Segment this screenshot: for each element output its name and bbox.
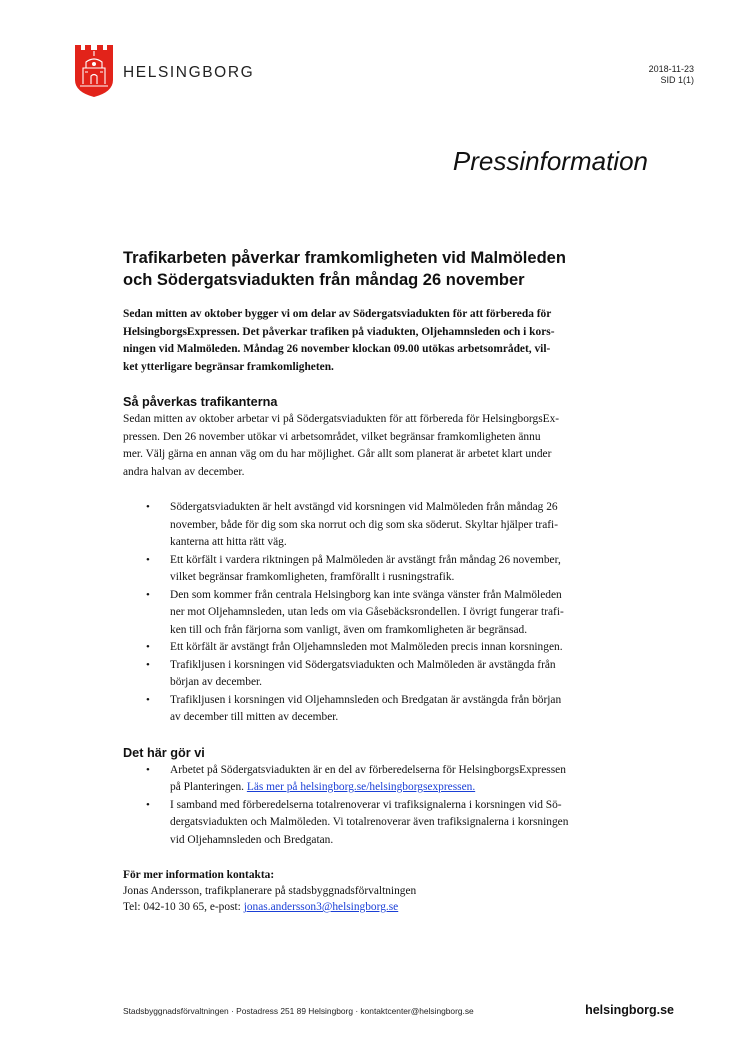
- list-item-line: dergatsviadukten och Malmöleden. Vi totalrenoverar även trafiksignalerna i korsningen: [170, 816, 569, 828]
- list-item-line: november, både för dig som ska norrut och dig som ska söderut. Skyltar hjälper trafi-: [170, 518, 558, 531]
- page-number: SID 1(1): [660, 75, 694, 85]
- expressen-info-link[interactable]: Läs mer på helsingborg.se/helsingborgsexpressen.: [246, 781, 476, 793]
- section-heading-traffic: Så påverkas trafikanterna: [123, 395, 278, 409]
- list-item-line: av december till mitten av december.: [170, 711, 339, 723]
- contact-phone: Tel: 042-10 30 65, e-post:: [123, 901, 244, 913]
- list-item-line: Södergatsviadukten är helt avstängd vid korsningen vid Malmöleden från måndag 26: [170, 501, 558, 513]
- contact-person: Jonas Andersson, trafikplanerare på stadsbyggnadsförvaltningen: [123, 885, 417, 897]
- section-paragraph: [123, 411, 643, 481]
- list-item-line: början av december.: [170, 676, 263, 688]
- list-item-line: kanterna att hitta rätt väg.: [170, 536, 287, 548]
- list-item-line: ken till och från färjorna som vanligt, även om framkomligheten är begränsad.: [170, 623, 528, 636]
- lead-line: Sedan mitten av oktober bygger vi om delar av Södergatsviadukten för att förbereda för: [123, 308, 552, 320]
- work-list: [123, 762, 643, 850]
- footer-website[interactable]: helsingborg.se: [585, 1003, 674, 1017]
- headline: [123, 247, 643, 291]
- traffic-impact-list: [123, 499, 643, 727]
- list-item: [170, 762, 643, 797]
- footer-address: Stadsbyggnadsförvaltningen · Postadress 251 89 Helsingborg · kontaktcenter@helsingborg.se: [123, 1006, 474, 1016]
- list-item-line: ner mot Oljehamnsleden, utan leds om via Gåsebäcksrondellen. I övrigt fungerar trafi-: [170, 606, 564, 618]
- document-date: 2018-11-23: [648, 64, 694, 74]
- body-line: Sedan mitten av oktober arbetar vi på Södergatsviadukten för att förbereda för HelsingborgsEx-: [123, 413, 560, 425]
- list-item: [170, 639, 643, 657]
- list-item-line: på Planteringen.: [170, 781, 247, 793]
- document-type: Pressinformation: [452, 146, 648, 176]
- body-line: mer. Välj gärna en annan väg om du har möjlighet. Går allt som planerat är arbetet klart under: [123, 448, 552, 460]
- list-item: [170, 797, 643, 850]
- list-item: [170, 552, 643, 587]
- list-item-line: I samband med förberedelserna totalrenoverar vi trafiksignalerna i korsningen vid Sö-: [170, 798, 562, 811]
- lead-paragraph: [123, 306, 643, 376]
- list-item-line: Arbetet på Södergatsviadukten är en del av förberedelserna för HelsingborgsExpressen: [170, 763, 566, 776]
- list-item: [170, 587, 643, 640]
- list-item-line: Trafikljusen i korsningen vid Södergatsviadukten och Malmöleden är avstängda från: [170, 658, 556, 671]
- list-item: [170, 657, 643, 692]
- list-item-line: Ett körfält är avstängt från Oljehamnsleden mot Malmöleden precis innan korsningen.: [170, 641, 563, 653]
- list-item-line: Trafikljusen i korsningen vid Oljehamnsleden och Bredgatan är avstängda från början: [170, 693, 562, 706]
- contact-email-link[interactable]: jonas.andersson3@helsingborg.se: [243, 901, 399, 913]
- list-item-line: Den som kommer från centrala Helsingborg kan inte svänga vänster från Malmöleden: [170, 588, 562, 601]
- brand-name: HELSINGBORG: [123, 64, 255, 81]
- headline-line: Trafikarbeten påverkar framkomligheten vid Malmöleden: [123, 249, 566, 267]
- body-line: pressen. Den 26 november utökar vi arbetsområdet, vilket begränsar framkomligheten ännu: [123, 430, 541, 443]
- lead-line: ket ytterligare begränsar framkomligheten.: [123, 360, 334, 373]
- headline-line: och Södergatsviadukten från måndag 26 november: [123, 271, 525, 289]
- list-item: [170, 499, 643, 552]
- press-release-body: [123, 247, 643, 915]
- list-item-line: Ett körfält i vardera riktningen på Malmöleden är avstängt från måndag 26 november,: [170, 553, 561, 566]
- list-item-line: vilket begränsar framkomligheten, framförallt i rusningstrafik.: [170, 571, 455, 583]
- section-heading-work: Det här gör vi: [123, 745, 205, 760]
- lead-line: HelsingborgsExpressen. Det påverkar trafiken på viadukten, Oljehamnsleden och i kors-: [123, 325, 555, 338]
- city-crest-icon: [74, 44, 114, 98]
- list-item: [170, 692, 643, 727]
- document-meta: [649, 64, 694, 86]
- lead-line: ningen vid Malmöleden. Måndag 26 november klockan 09.00 utökas arbetsområdet, vil-: [123, 343, 551, 355]
- list-item-line: vid Oljehamnsleden och Bredgatan.: [170, 833, 334, 846]
- contact-heading: För mer information kontakta:: [123, 869, 275, 881]
- contact-details: [123, 899, 643, 915]
- body-line: andra halvan av december.: [123, 465, 245, 478]
